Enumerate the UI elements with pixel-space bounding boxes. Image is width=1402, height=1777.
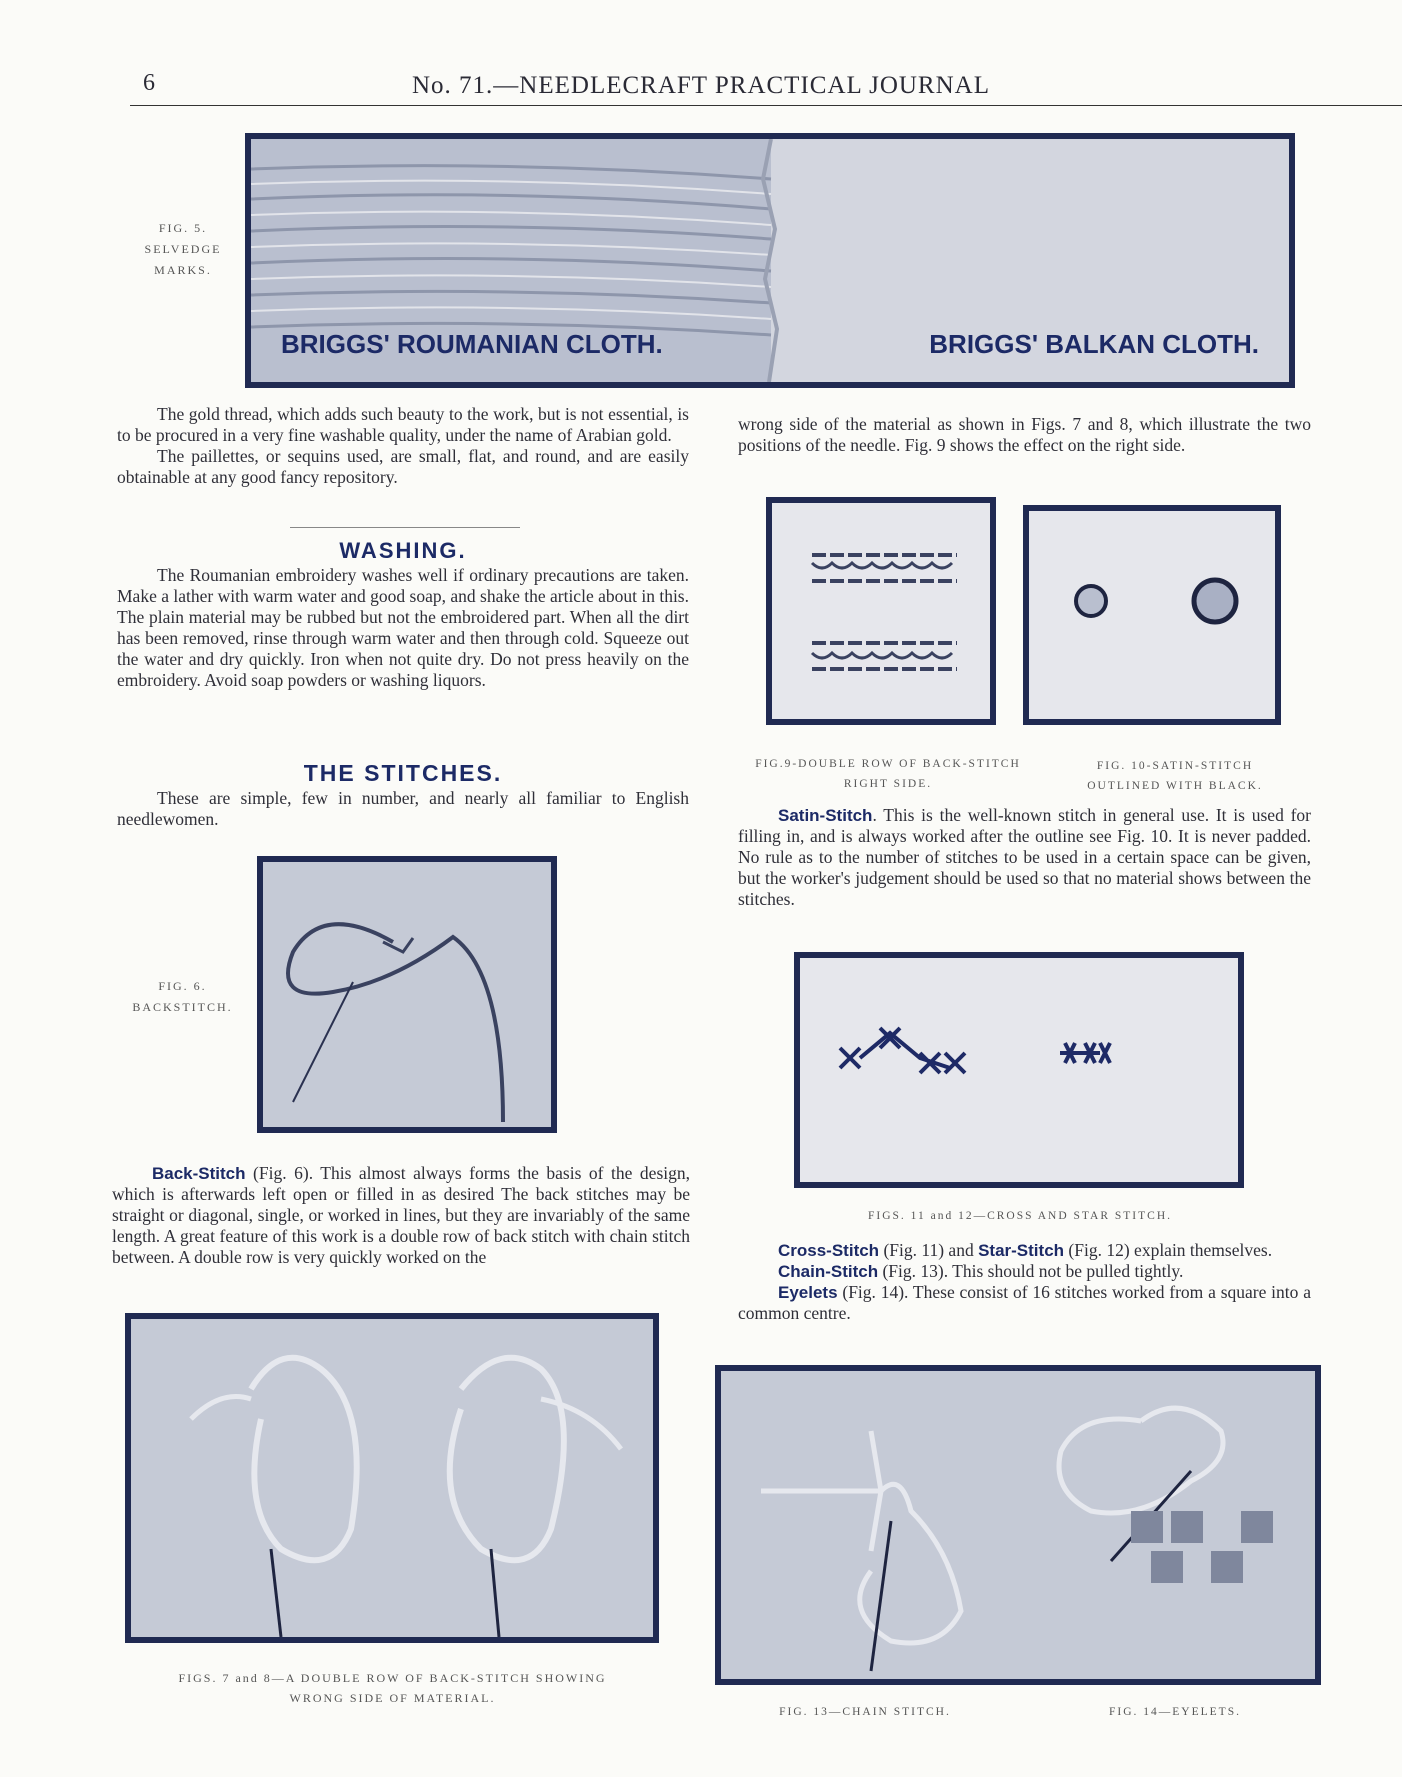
fig11-12-caption: FIGS. 11 and 12—CROSS AND STAR STITCH. xyxy=(867,1210,1173,1222)
fig9-caption-line: RIGHT SIDE. xyxy=(843,778,933,790)
eyelets-paragraph xyxy=(738,1282,1311,1324)
right-column-satin xyxy=(738,805,1311,910)
eyelets-lead: Eyelets xyxy=(778,1283,838,1302)
cross-star-paragraph xyxy=(738,1240,1311,1261)
fig6-backstitch-illustration xyxy=(263,862,551,1127)
page-number: 6 xyxy=(143,70,155,96)
chain-paragraph xyxy=(738,1261,1311,1282)
fig14-caption: FIG. 14—EYELETS. xyxy=(1109,1706,1241,1718)
fig9-caption xyxy=(728,754,1048,794)
fig5-caption-line: FIG. 5. xyxy=(158,221,208,235)
fig9-double-row-illustration xyxy=(772,503,990,719)
fig10-caption-line: OUTLINED WITH BLACK. xyxy=(1087,780,1263,792)
roumanian-cloth-label: BRIGGS' ROUMANIAN CLOTH. xyxy=(281,329,663,359)
left-column-stitches xyxy=(117,788,689,830)
chain-text: (Fig. 13). This should not be pulled tightly. xyxy=(878,1261,1184,1281)
fig10-caption xyxy=(1050,756,1300,796)
fig11-12-cross-star-illustration xyxy=(800,958,1238,1182)
satin-paragraph xyxy=(738,805,1311,910)
left-column-washing xyxy=(117,565,689,691)
fig7-8-caption xyxy=(120,1668,665,1708)
fig7-8-caption-line: WRONG SIDE OF MATERIAL. xyxy=(289,1691,496,1705)
left-column-backstitch xyxy=(112,1163,690,1268)
fig13-14-plate xyxy=(715,1365,1321,1685)
fig5-caption-line: SELVEDGE xyxy=(144,242,222,256)
fig5-caption-line: MARKS. xyxy=(154,263,212,277)
fig6-caption-line: BACKSTITCH. xyxy=(132,1000,233,1014)
fig11-12-plate xyxy=(794,952,1244,1188)
fig9-plate xyxy=(766,497,996,725)
cross-end-text: (Fig. 12) explain themselves. xyxy=(1064,1240,1273,1260)
washing-paragraph: The Roumanian embroidery washes well if ordinary precautions are taken. Make a lather with warm water and good soap, and shake the article about in this. The plain material may be rubbed but not the embroidered part. When all the dirt has been removed, rinse through warm water and then through cold. Squeeze out the water and dry quickly. Iron when not quite dry. Do not press heavily on the embroidery. Avoid soap powders or washing liquors. xyxy=(117,565,689,690)
eyelets-text: (Fig. 14). These consist of 16 stitches worked from a square into a common centre. xyxy=(738,1282,1311,1323)
fig6-caption-line: FIG. 6. xyxy=(158,979,207,993)
balkan-cloth-label: BRIGGS' BALKAN CLOTH. xyxy=(929,329,1259,359)
fig7-8-plate xyxy=(125,1313,659,1643)
washing-heading: WASHING. xyxy=(339,538,467,563)
fig7-8-illustration xyxy=(131,1319,653,1637)
fig5-side-caption xyxy=(128,218,238,281)
stitches-heading: THE STITCHES. xyxy=(303,760,503,786)
cross-lead: Cross-Stitch xyxy=(778,1241,880,1260)
right-column-stitches xyxy=(738,1240,1311,1324)
left-column-upper xyxy=(117,404,689,488)
chain-lead: Chain-Stitch xyxy=(778,1262,879,1281)
fig13-caption: FIG. 13—CHAIN STITCH. xyxy=(779,1706,951,1718)
satin-lead: Satin-Stitch xyxy=(778,806,873,825)
satin-text: . This is the well-known stitch in general use. It is used for filling in, and is always worked after the outline see Fig. 10. It is never padded. No rule as to the number of stitches to be used in a certain space can be given, but the worker's judgement should be used so that no material shows between the stitches. xyxy=(738,805,1311,909)
cross-mid-text: (Fig. 11) and xyxy=(879,1240,979,1260)
fig9-caption-line: FIG.9-DOUBLE ROW OF BACK-STITCH xyxy=(755,758,1021,770)
backstitch-lead: Back-Stitch xyxy=(152,1164,246,1183)
backstitch-paragraph xyxy=(112,1163,690,1268)
fig13-14-illustration xyxy=(721,1371,1315,1679)
stitches-paragraph: These are simple, few in number, and nearly all familiar to English needlewomen. xyxy=(117,788,689,829)
header-rule xyxy=(130,105,1402,106)
continued-paragraph: wrong side of the material as shown in Figs. 7 and 8, which illustrate the two positions of the needle. Fig. 9 shows the effect on the right side. xyxy=(738,414,1311,455)
gold-thread-paragraph: The gold thread, which adds such beauty to the work, but is not essential, is to be procured in a very fine washable quality, under the name of Arabian gold. xyxy=(117,404,689,445)
backstitch-text: (Fig. 6). This almost always forms the basis of the design, which is afterwards left open or filled in as desired The back stitches may be straight or diagonal, single, or worked in lines, but they are invariably of the same length. A great feature of this work is a double row of back stitch with chain stitch between. A double row is very quickly worked on the xyxy=(112,1163,690,1267)
fig10-caption-line: FIG. 10-SATIN-STITCH xyxy=(1096,760,1254,772)
paillettes-paragraph: The paillettes, or sequins used, are small, flat, and round, and are easily obtainable at any good fancy repository. xyxy=(117,446,689,487)
fig10-plate xyxy=(1023,505,1281,725)
section-divider xyxy=(290,527,520,528)
fig6-side-caption xyxy=(120,976,245,1018)
running-head: No. 71.—NEEDLECRAFT PRACTICAL JOURNAL xyxy=(412,72,990,99)
fig5-selvedge-plate xyxy=(245,133,1295,388)
right-column-top xyxy=(738,414,1311,456)
star-lead: Star-Stitch xyxy=(978,1241,1065,1260)
fig7-8-caption-line: FIGS. 7 and 8—A DOUBLE ROW OF BACK-STITCH SHOWING xyxy=(178,1671,607,1685)
fig10-satin-illustration xyxy=(1029,511,1275,719)
fig6-backstitch-plate xyxy=(257,856,557,1133)
